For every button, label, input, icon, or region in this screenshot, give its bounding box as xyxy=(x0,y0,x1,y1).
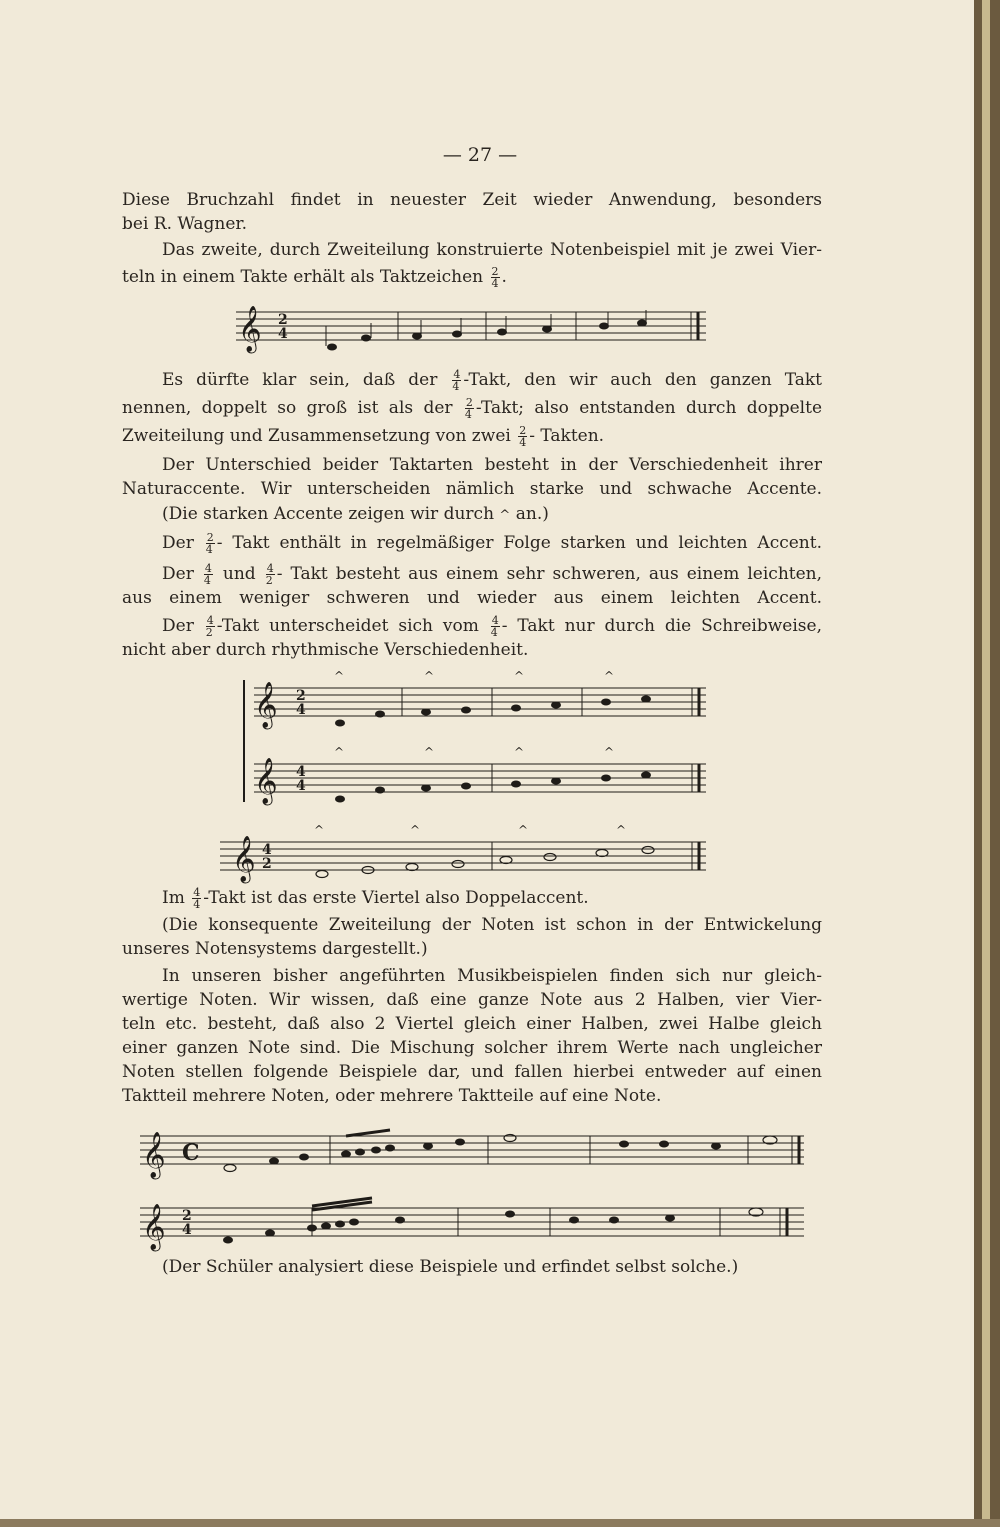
time-fraction xyxy=(491,615,500,638)
text-span: und xyxy=(222,564,256,584)
accent-mark: ^ xyxy=(314,823,325,837)
text-line: (Die konsequente Zweiteilung der Noten ist schon in der Entwickelung xyxy=(162,915,822,935)
accent-mark: ^ xyxy=(424,669,435,683)
text-line xyxy=(162,562,822,586)
time-fraction xyxy=(491,266,500,289)
frac-num: 4 xyxy=(204,562,212,575)
time-fraction xyxy=(518,425,527,448)
accent-mark: ^ xyxy=(616,823,627,837)
music-example-1 xyxy=(236,306,706,356)
text-span: - Takten. xyxy=(529,426,605,446)
time-sig-bottom: 4 xyxy=(296,702,306,718)
text-span: an.) xyxy=(515,504,549,524)
page-number: — 27 — xyxy=(442,144,518,166)
accent-mark: ^ xyxy=(499,508,511,523)
text-span: Es dürfte klar sein, daß der xyxy=(162,370,438,390)
text-line: teln etc. besteht, daß also 2 Viertel gleich einer Halben, zwei Halbe gleich xyxy=(122,1014,822,1034)
text-span: Der xyxy=(162,564,194,584)
text-line: Taktteil mehrere Noten, oder mehrere Taktteile auf eine Note. xyxy=(122,1086,662,1106)
accent-mark: ^ xyxy=(514,745,525,759)
frac-den: 4 xyxy=(490,626,498,639)
text-span: Zweiteilung und Zusammensetzung von zwei xyxy=(122,426,511,446)
frac-den: 2 xyxy=(265,574,273,587)
treble-clef-icon: 𝄞 xyxy=(254,758,278,804)
frac-den: 4 xyxy=(193,898,201,911)
text-line: einer ganzen Note sind. Die Mischung solcher ihrem Werte nach ungleicher xyxy=(122,1038,822,1058)
text-line: (Der Schüler analysiert diese Beispiele und erfindet selbst solche.) xyxy=(162,1257,739,1277)
text-span: - Takt enthält in regelmäßiger Folge starken und leichten Accent. xyxy=(216,533,822,553)
frac-num: 4 xyxy=(491,614,499,627)
frac-num: 4 xyxy=(193,886,201,899)
text-span: Im xyxy=(162,888,185,908)
treble-clef-icon: 𝄞 xyxy=(254,682,278,728)
time-fraction xyxy=(465,397,474,420)
text-line xyxy=(162,614,822,638)
text-line: aus einem weniger schweren und wieder aus einem leichten Accent. xyxy=(122,588,822,608)
time-fraction xyxy=(206,532,215,555)
text-line: In unseren bisher angeführten Musikbeispielen finden sich nur gleich- xyxy=(162,966,822,986)
time-fraction xyxy=(452,369,461,392)
frac-num: 4 xyxy=(206,614,214,627)
text-span: nennen, doppelt so groß ist als der xyxy=(122,398,453,418)
text-line: wertige Noten. Wir wissen, daß eine ganze Note aus 2 Halben, vier Vier- xyxy=(122,990,822,1010)
text-line: Noten stellen folgende Beispiele dar, und fallen hierbei entweder auf einen xyxy=(122,1062,822,1082)
text-span: -Takt ist das erste Viertel also Doppelaccent. xyxy=(203,888,589,908)
text-span: Der xyxy=(162,616,194,636)
frac-num: 2 xyxy=(519,424,527,437)
time-sig-top: 4 xyxy=(296,764,306,780)
text-span: Der xyxy=(162,533,194,553)
time-sig-bottom: 4 xyxy=(296,778,306,794)
accent-mark: ^ xyxy=(604,669,615,683)
treble-clef-icon: 𝄞 xyxy=(142,1204,166,1250)
frac-den: 4 xyxy=(519,436,527,449)
time-sig-bottom: 4 xyxy=(182,1222,192,1238)
text-line: teln in einem Takte erhält als Taktzeichen $\frac{2}{4}$ . xyxy=(122,265,507,290)
text-line: Der Unterschied beider Taktarten besteht in der Verschiedenheit ihrer xyxy=(162,455,822,475)
time-fraction xyxy=(192,887,201,910)
frac-num: 2 xyxy=(465,396,473,409)
time-fraction xyxy=(204,563,213,586)
text-line xyxy=(162,531,822,555)
text-line: Diese Bruchzahl findet in neuester Zeit wieder Anwendung, besonders xyxy=(122,190,822,210)
text-line: Naturaccente. Wir unterscheiden nämlich starke und schwache Accente. xyxy=(122,479,822,499)
text-span: teln in einem Takte erhält als Taktzeichen xyxy=(122,267,484,287)
frac-num: 4 xyxy=(453,368,461,381)
text-line xyxy=(122,396,822,420)
time-sig-bottom: 2 xyxy=(262,856,272,872)
accent-mark: ^ xyxy=(514,669,525,683)
frac-den: 4 xyxy=(491,277,499,290)
music-example-2 xyxy=(232,668,710,882)
frac-num: 2 xyxy=(491,265,499,278)
text-line: nicht aber durch rhythmische Verschiedenheit. xyxy=(122,640,529,660)
page-edge-inner xyxy=(982,0,990,1527)
accent-mark: ^ xyxy=(424,745,435,759)
time-fraction xyxy=(206,615,215,638)
text-span: -Takt, den wir auch den ganzen Takt xyxy=(463,370,823,390)
text-line: bei R. Wagner. xyxy=(122,214,248,234)
treble-clef-icon: 𝄞 xyxy=(238,306,262,352)
frac-num: 2 xyxy=(206,531,214,544)
text-line: Das zweite, durch Zweiteilung konstruierte Notenbeispiel mit je zwei Vier- xyxy=(162,240,822,260)
time-sig-top: 2 xyxy=(278,312,288,328)
time-fraction xyxy=(266,563,275,586)
time-sig-bottom: 4 xyxy=(278,326,288,342)
frac-den: 2 xyxy=(205,626,213,639)
text-span: -Takt unterscheidet sich vom xyxy=(216,616,479,636)
accent-mark: ^ xyxy=(518,823,529,837)
frac-num: 4 xyxy=(266,562,274,575)
frac-den: 4 xyxy=(452,380,460,393)
text-span: -Takt; also entstanden durch doppelte xyxy=(475,398,823,418)
text-span: - Takt besteht aus einem sehr schweren, aus einem leichten, xyxy=(276,564,823,584)
text-line xyxy=(162,502,862,528)
accent-mark: ^ xyxy=(410,823,421,837)
frac-den: 4 xyxy=(203,574,211,587)
accent-mark: ^ xyxy=(334,745,345,759)
accent-mark: ^ xyxy=(604,745,615,759)
page-bottom-edge xyxy=(0,1519,1000,1527)
frac-den: 4 xyxy=(205,543,213,556)
frac-den: 4 xyxy=(464,408,472,421)
time-sig-top: 2 xyxy=(296,688,306,704)
accent-mark: ^ xyxy=(334,669,345,683)
music-example-3 xyxy=(140,1124,810,1254)
treble-clef-icon: 𝄞 xyxy=(142,1132,166,1178)
text-line xyxy=(162,886,862,910)
text-line: unseres Notensystems dargestellt.) xyxy=(122,939,428,959)
text-span: (Die starken Accente zeigen wir durch xyxy=(162,504,495,524)
text-line xyxy=(162,368,822,392)
text-line xyxy=(122,424,822,448)
time-sig-top: 4 xyxy=(262,842,272,858)
treble-clef-icon: 𝄞 xyxy=(232,836,256,882)
text-span: - Takt nur durch die Schreibweise, xyxy=(501,616,822,636)
common-time-sign: C xyxy=(182,1140,200,1166)
time-sig-top: 2 xyxy=(182,1208,192,1224)
